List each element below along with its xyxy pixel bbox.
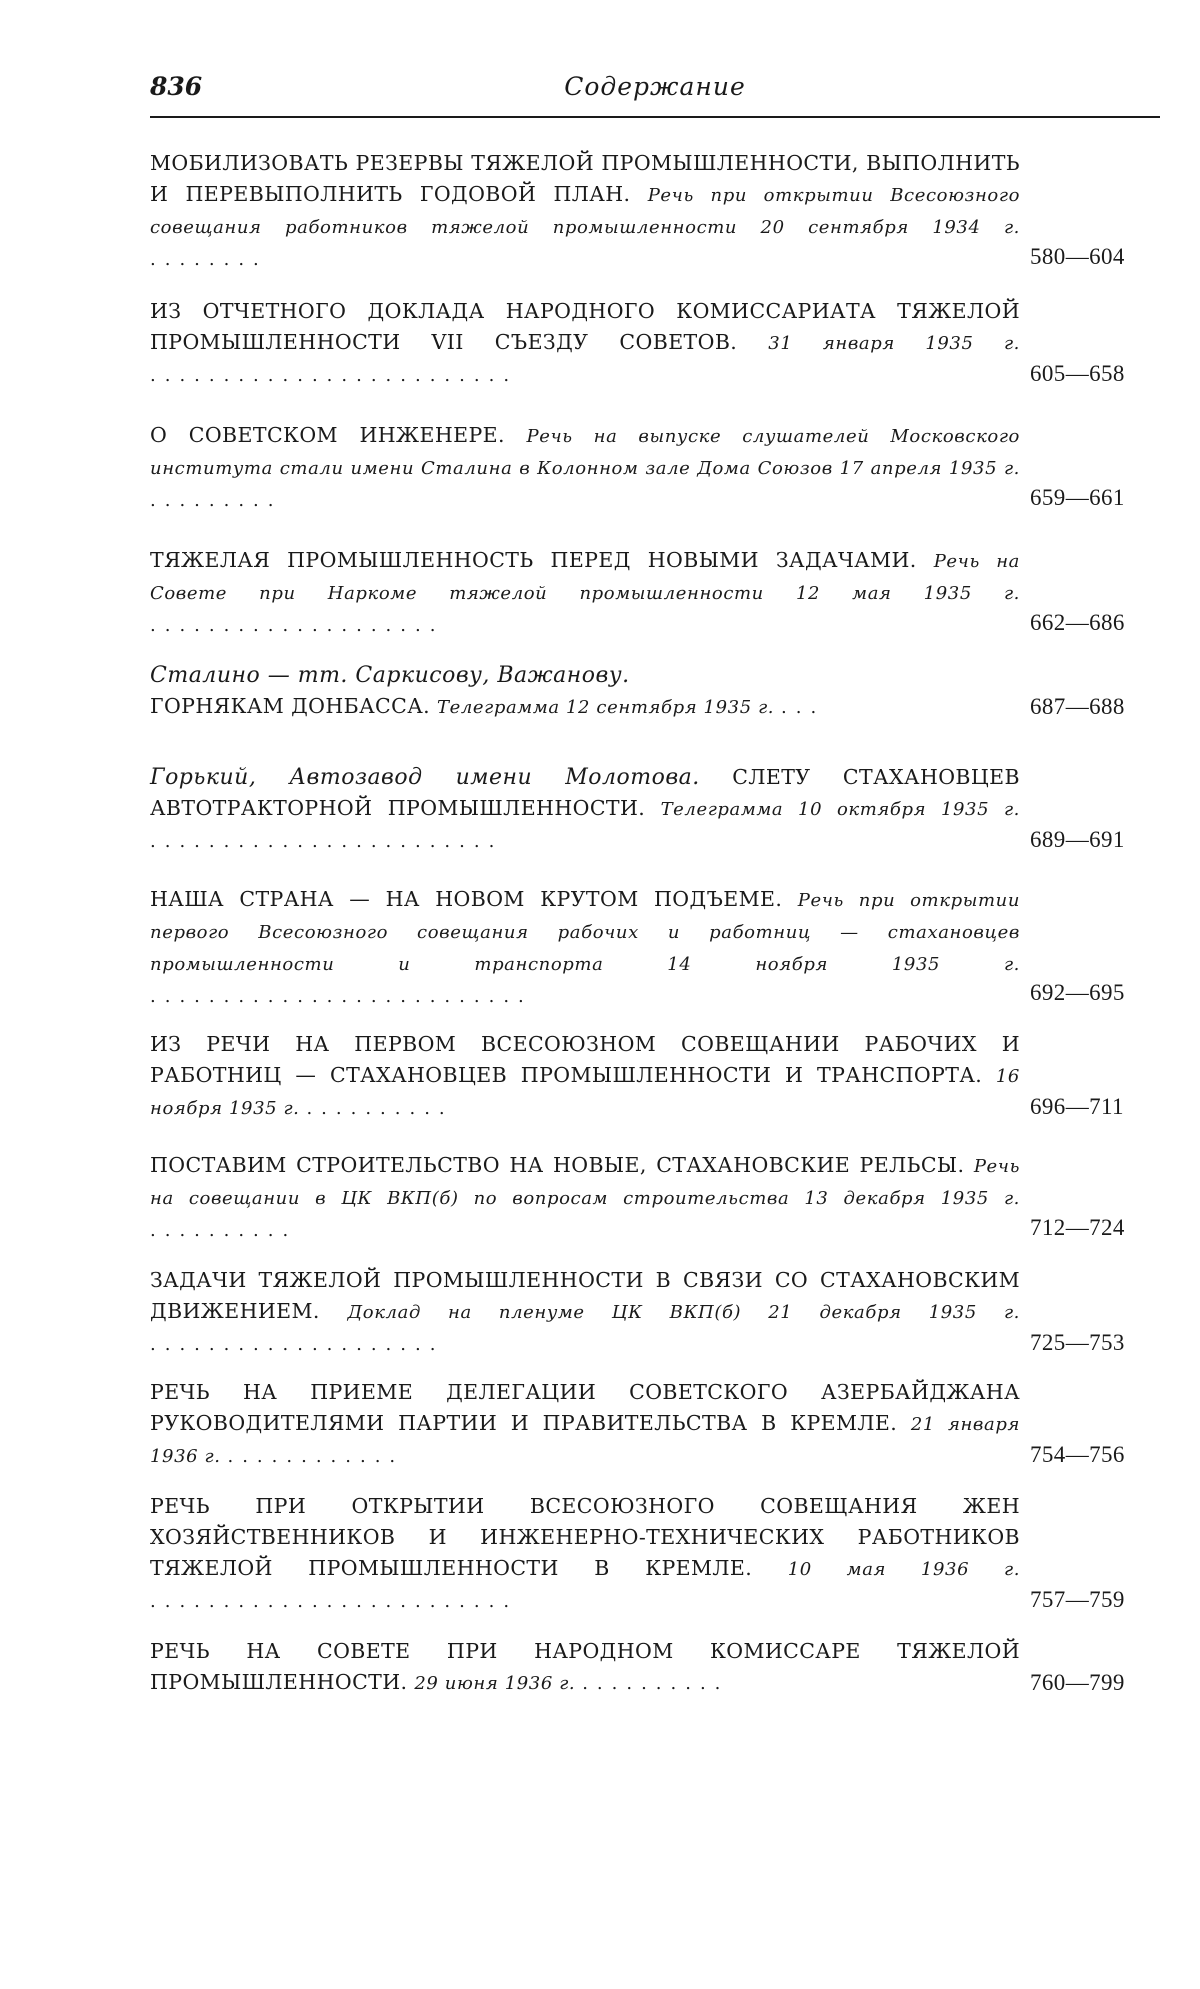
entry-title: РЕЧЬ НА СОВЕТЕ ПРИ НАРОДНОМ КОМИССАРЕ ТЯЖЕЛОЙ ПРОМЫШЛЕННОСТИ. (150, 1639, 1020, 1694)
entry-title: ИЗ ОТЧЕТНОГО ДОКЛАДА НАРОДНОГО КОМИССАРИАТА ТЯЖЕЛОЙ ПРОМЫШЛЕННОСТИ VII СЪЕЗДУ СОВЕТОВ. (150, 299, 1020, 354)
entry-pages: 696—711 (1030, 1094, 1124, 1119)
toc-entry (150, 148, 1125, 272)
entry-note: Телеграмма 12 сентября 1935 г. (436, 697, 775, 718)
entry-pages: 757—759 (1030, 1587, 1125, 1612)
entry-title: ТЯЖЕЛАЯ ПРОМЫШЛЕННОСТЬ ПЕРЕД НОВЫМИ ЗАДАЧАМИ. (150, 548, 917, 572)
entry-pages: 605—658 (1030, 361, 1125, 386)
entry-note: Речь на выпуске слушателей Московского института стали имени Сталина в Колонном зале Дома Союзов 17 апреля 1935 г. (150, 426, 1020, 479)
entry-pages: 760—799 (1030, 1670, 1125, 1695)
entry-title: ГОРНЯКАМ ДОНБАССА. (150, 694, 431, 718)
dot-leader: ......... (150, 490, 283, 511)
toc-entry (150, 296, 1125, 389)
entry-title: МОБИЛИЗОВАТЬ РЕЗЕРВЫ ТЯЖЕЛОЙ ПРОМЫШЛЕННОСТИ, ВЫПОЛНИТЬ И ПЕРЕВЫПОЛНИТЬ ГОДОВОЙ ПЛАН. (150, 151, 1020, 206)
entry-note: 29 июня 1936 г. (414, 1673, 576, 1694)
table-of-contents (150, 148, 1160, 1698)
entry-pages: 712—724 (1030, 1215, 1125, 1240)
toc-entry (150, 660, 1125, 722)
running-head: Содержание (564, 72, 746, 101)
toc-entry (150, 1636, 1125, 1698)
dot-leader: ... (781, 697, 826, 718)
entry-note: Телеграмма 10 октября 1935 г. (660, 799, 1020, 820)
entry-addressee: Сталино — тт. Саркисову, Важанову. (150, 663, 630, 688)
entry-note: 10 мая 1936 г. (787, 1559, 1021, 1580)
dot-leader: .......... (150, 1220, 298, 1241)
dot-leader: .......... (582, 1673, 730, 1694)
entry-pages: 692—695 (1030, 980, 1125, 1005)
toc-entry (150, 1029, 1124, 1122)
entry-note: Речь при открытии первого Всесоюзного совещания рабочих и работниц — стахановцев промышленности и транспорта 14 ноября 1935 г. (150, 890, 1021, 975)
toc-entry (150, 1150, 1125, 1243)
entry-addressee: Горький, Автозавод имени Молотова. (150, 765, 700, 790)
dot-leader: .................... (150, 1334, 445, 1355)
dot-leader: ........................ (150, 831, 504, 852)
dot-leader: ........ (150, 249, 268, 270)
entry-pages: 689—691 (1030, 827, 1125, 852)
document-page (150, 60, 1160, 1695)
entry-note: Доклад на пленуме ЦК ВКП(б) 21 декабря 1935 г. (347, 1302, 1021, 1323)
dot-leader: .......................... (150, 986, 533, 1007)
toc-entry (150, 1265, 1125, 1358)
entry-title: РЕЧЬ НА ПРИЕМЕ ДЕЛЕГАЦИИ СОВЕТСКОГО АЗЕРБАЙДЖАНА РУКОВОДИТЕЛЯМИ ПАРТИИ И ПРАВИТЕЛЬСТВА В КРЕМЛЕ. (150, 1380, 1020, 1435)
entry-title: НАША СТРАНА — НА НОВОМ КРУТОМ ПОДЪЕМЕ. (150, 887, 783, 911)
toc-entry (150, 1491, 1125, 1615)
entry-title: РЕЧЬ ПРИ ОТКРЫТИИ ВСЕСОЮЗНОГО СОВЕЩАНИЯ ЖЕН ХОЗЯЙСТВЕННИКОВ И ИНЖЕНЕРНО-ТЕХНИЧЕСКИХ РАБОТНИКОВ ТЯЖЕЛОЙ ПРОМЫШЛЕННОСТИ В КРЕМЛЕ. (150, 1494, 1020, 1580)
entry-note: 21 января 1936 г. (150, 1414, 1020, 1467)
header-rule (150, 116, 1160, 118)
toc-entry (150, 545, 1125, 638)
entry-title: СЛЕТУ СТАХАНОВЦЕВ АВТОТРАКТОРНОЙ ПРОМЫШЛЕННОСТИ. (150, 765, 1020, 820)
entry-pages: 662—686 (1030, 610, 1125, 635)
page-number: 836 (150, 72, 203, 101)
entry-pages: 725—753 (1030, 1330, 1125, 1355)
dot-leader: ......................... (150, 1591, 519, 1612)
toc-entry (150, 1377, 1125, 1470)
entry-note: 16 ноября 1935 г. (150, 1066, 1020, 1119)
entry-pages: 580—604 (1030, 244, 1125, 269)
dot-leader: .......... (306, 1098, 454, 1119)
entry-title: ЗАДАЧИ ТЯЖЕЛОЙ ПРОМЫШЛЕННОСТИ В СВЯЗИ СО СТАХАНОВСКИМ ДВИЖЕНИЕМ. (150, 1268, 1020, 1323)
dot-leader: ............ (227, 1446, 405, 1467)
toc-entry (150, 884, 1125, 1008)
toc-entry (150, 420, 1125, 513)
entry-note: Речь на Совете при Наркоме тяжелой промышленности 12 мая 1935 г. (150, 551, 1020, 604)
entry-note: Речь на совещании в ЦК ВКП(б) по вопросам строительства 13 декабря 1935 г. (150, 1156, 1020, 1209)
entry-pages: 659—661 (1030, 485, 1125, 510)
entry-note: Речь при открытии Всесоюзного совещания работников тяжелой промышленности 20 сентября 1934 г. (150, 185, 1020, 238)
entry-note: 31 января 1935 г. (768, 333, 1020, 354)
entry-title: ИЗ РЕЧИ НА ПЕРВОМ ВСЕСОЮЗНОМ СОВЕЩАНИИ РАБОЧИХ И РАБОТНИЦ — СТАХАНОВЦЕВ ПРОМЫШЛЕННОСТИ И ТРАНСПОРТА. (150, 1032, 1020, 1087)
toc-entry (150, 762, 1125, 855)
entry-title: ПОСТАВИМ СТРОИТЕЛЬСТВО НА НОВЫЕ, СТАХАНОВСКИЕ РЕЛЬСЫ. (150, 1153, 965, 1177)
page-header (150, 60, 1160, 110)
entry-title: О СОВЕТСКОМ ИНЖЕНЕРЕ. (150, 423, 505, 447)
entry-pages: 754—756 (1030, 1442, 1125, 1467)
dot-leader: .................... (150, 615, 445, 636)
entry-pages: 687—688 (1030, 694, 1125, 719)
dot-leader: ......................... (150, 365, 519, 386)
